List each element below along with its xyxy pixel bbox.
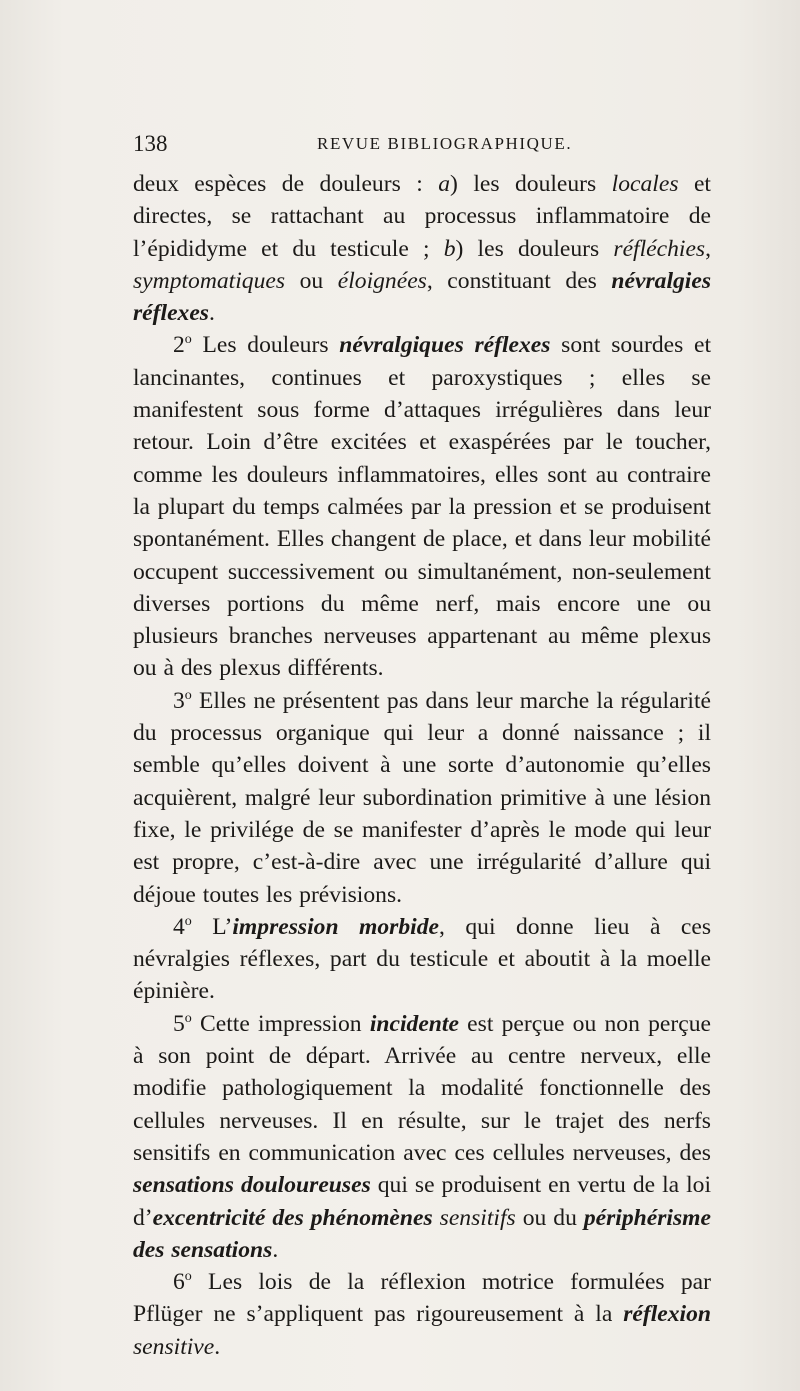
emphasized-text: b bbox=[443, 235, 456, 262]
ordinal-superscript: o bbox=[184, 1269, 192, 1285]
ordinal-superscript: o bbox=[184, 687, 192, 703]
page-number: 138 bbox=[133, 131, 168, 156]
ordinal-superscript: o bbox=[184, 1010, 192, 1026]
text-run: 4 bbox=[173, 913, 185, 940]
text-run: et directes, se rattachant au processus inflammatoire de l’épididyme et du testicule ; bbox=[133, 171, 711, 262]
emphasized-text: réflexion bbox=[623, 1301, 711, 1328]
text-run: . bbox=[272, 1236, 279, 1263]
emphasized-text: locales bbox=[611, 171, 679, 197]
paragraph-point-4 bbox=[133, 911, 711, 1008]
paragraph-point-5 bbox=[133, 1008, 711, 1266]
text-run: Les lois de la réflexion motrice formulées par Pflüger ne s’appliquent pas rigoureusement à la bbox=[133, 1269, 711, 1328]
text-run: Les douleurs bbox=[191, 332, 340, 359]
emphasized-text: impression morbide bbox=[232, 913, 439, 940]
page-header bbox=[133, 131, 710, 161]
emphasized-text: sensitifs bbox=[439, 1204, 516, 1231]
emphasized-text: éloignées bbox=[337, 267, 427, 294]
text-run: 3 bbox=[173, 687, 185, 714]
text-run: L’ bbox=[191, 913, 233, 940]
text-run: est perçue ou non perçue à son point de départ. Arrivée au centre nerveux, elle modifie pathologiquement la modalité fonctionnelle des cellules nerveuses. Il en résulte, sur le trajet des nerfs sensitifs en communication avec ces cellules nerveuses, des bbox=[133, 1010, 711, 1166]
text-run: sont sourdes et lancinantes, continues et paroxystiques ; elles se manifestent sous forme d’attaques irrégulières dans leur retour. Loin d’être excitées et exaspérées par le toucher, comme les douleurs inflammatoires, elles sont au contraire la plupart du temps calmées par la pression et se produisent spontanément. Elles changent de place, et dans leur mobilité occupent successivement ou simultanément, non-seulement diverses portions du même nerf, mais encore une ou plusieurs branches nerveuses appartenant au même plexus ou à des plexus différents. bbox=[133, 332, 711, 682]
emphasized-text: a bbox=[438, 171, 451, 197]
text-run: ou bbox=[285, 267, 338, 294]
paragraph-point-6 bbox=[133, 1266, 711, 1363]
emphasized-text: névralgiques réflexes bbox=[339, 332, 551, 359]
text-run: ) les douleurs bbox=[455, 235, 614, 262]
emphasized-text: sensitive bbox=[133, 1333, 215, 1360]
emphasized-text: excentricité des phénomènes bbox=[152, 1204, 433, 1231]
text-run: 6 bbox=[173, 1269, 185, 1296]
text-run: . bbox=[214, 1333, 221, 1360]
emphasized-text: sensations douloureuses bbox=[133, 1172, 371, 1199]
body-text bbox=[133, 168, 711, 1363]
text-run: , constituant des bbox=[426, 267, 612, 294]
paragraph-point-3 bbox=[133, 685, 711, 911]
emphasized-text: périphérisme des sensations bbox=[133, 1204, 711, 1263]
text-run: , bbox=[705, 235, 712, 262]
text-run: Cette impression bbox=[191, 1010, 370, 1037]
text-run: qui se produisent en vertu de la loi d’ bbox=[133, 1172, 712, 1231]
ordinal-superscript: o bbox=[184, 913, 192, 929]
emphasized-text: symptomatiques bbox=[133, 267, 286, 294]
emphasized-text: incidente bbox=[369, 1010, 459, 1037]
ordinal-superscript: o bbox=[184, 332, 192, 348]
text-run: deux espèces de douleurs : bbox=[133, 171, 439, 197]
text-run bbox=[433, 1205, 440, 1231]
text-run: ou du bbox=[515, 1204, 584, 1231]
paragraph-continuation bbox=[133, 168, 711, 329]
running-title: REVUE BIBLIOGRAPHIQUE. bbox=[317, 134, 573, 153]
text-run: Elles ne présentent pas dans leur marche la régularité du processus organique qui leur a donné naissance ; il semble qu’elles doivent à une sorte d’autonomie qu’elles acquièrent, malgré leur subordination primitive à une lésion fixe, le privilége de se manifester d’après le mode qui leur est propre, c’est-à-dire avec une irrégularité d’allure qui déjoue toutes les prévisions. bbox=[133, 687, 711, 908]
text-run: , qui donne lieu à ces névralgies réflexes, part du testicule et aboutit à la moelle épinière. bbox=[133, 913, 711, 1005]
text-run: ) les douleurs bbox=[450, 171, 612, 197]
text-run: 5 bbox=[173, 1010, 185, 1037]
paragraph-point-2 bbox=[133, 329, 711, 684]
emphasized-text: névralgies réflexes bbox=[133, 267, 712, 327]
text-run: . bbox=[209, 300, 215, 327]
text-run: 2 bbox=[173, 332, 185, 359]
emphasized-text: réfléchies bbox=[613, 235, 706, 262]
